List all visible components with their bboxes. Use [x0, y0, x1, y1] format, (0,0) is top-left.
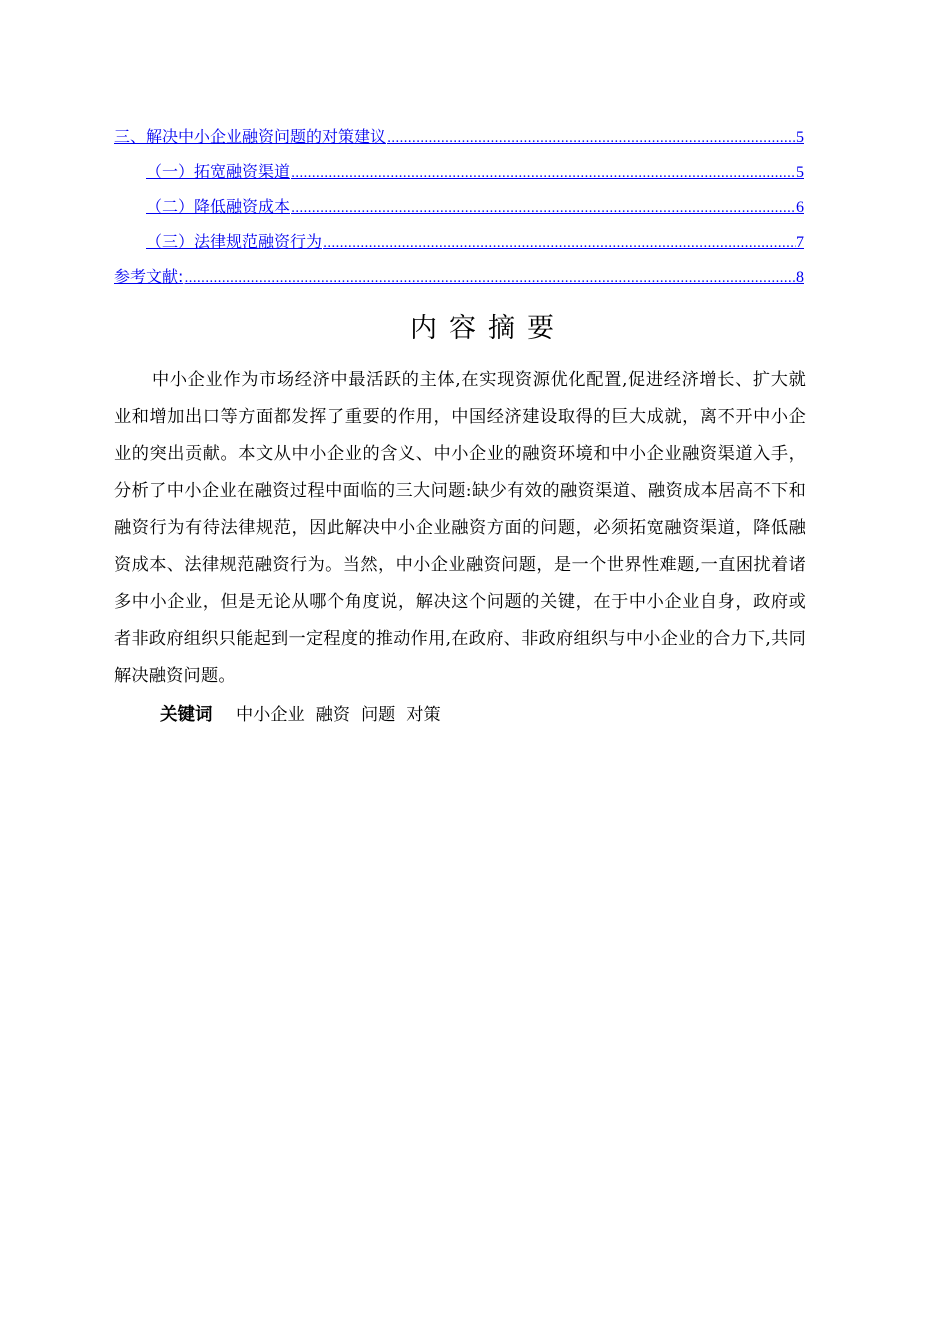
toc-entry-label: （一）拓宽融资渠道 — [146, 162, 291, 181]
toc-page-number: 5 — [796, 164, 804, 181]
toc-entry-legal-regulation[interactable] — [114, 229, 804, 264]
toc-entry-label: （三）法律规范融资行为 — [146, 232, 323, 251]
table-of-contents — [114, 124, 804, 299]
toc-entry-broaden-channels[interactable] — [114, 159, 804, 194]
toc-page-number: 5 — [796, 129, 804, 146]
toc-dot-leader — [183, 271, 796, 286]
toc-entry-countermeasures[interactable] — [114, 124, 804, 159]
keywords-line — [160, 700, 441, 730]
keywords-value: 中小企业 融资 问题 对策 — [235, 705, 441, 725]
toc-page-number: 6 — [796, 199, 804, 216]
toc-entry-reduce-cost[interactable] — [114, 194, 804, 229]
toc-page-number: 8 — [796, 269, 804, 286]
toc-dot-leader — [290, 166, 796, 181]
abstract-body: 中小企业作为市场经济中最活跃的主体,在实现资源优化配置,促进经济增长、扩大就业和增加出口等方面都发挥了重要的作用，中国经济建设取得的巨大成就，离不开中小企业的突出贡献。本文从中小企业的含义、中小企业的融资环境和中小企业融资渠道入手，分析了中小企业在融资过程中面临的三大问题:缺少有效的融资渠道、融资成本居高不下和融资行为有待法律规范，因此解决中小企业融资方面的问题，必须拓宽融资渠道，降低融资成本、法律规范融资行为。当然，中小企业融资问题，是一个世界性难题,一直困扰着诸多中小企业，但是无论从哪个角度说，解决这个问题的关键，在于中小企业自身，政府或者非政府组织只能起到一定程度的推动作用,在政府、非政府组织与中小企业的合力下,共同解决融资问题。 — [114, 370, 806, 686]
toc-entry-label: 参考文献: — [114, 267, 184, 286]
toc-page-number: 7 — [796, 234, 804, 251]
toc-entry-label: 三、解决中小企业融资问题的对策建议 — [114, 127, 387, 146]
toc-dot-leader — [386, 131, 796, 146]
toc-entry-references[interactable] — [114, 264, 804, 299]
toc-entry-label: （二）降低融资成本 — [146, 197, 291, 216]
abstract-title: 内容摘要 — [410, 313, 566, 344]
toc-dot-leader — [322, 236, 796, 251]
keywords-label: 关键词 — [160, 705, 213, 725]
toc-dot-leader — [290, 201, 796, 216]
